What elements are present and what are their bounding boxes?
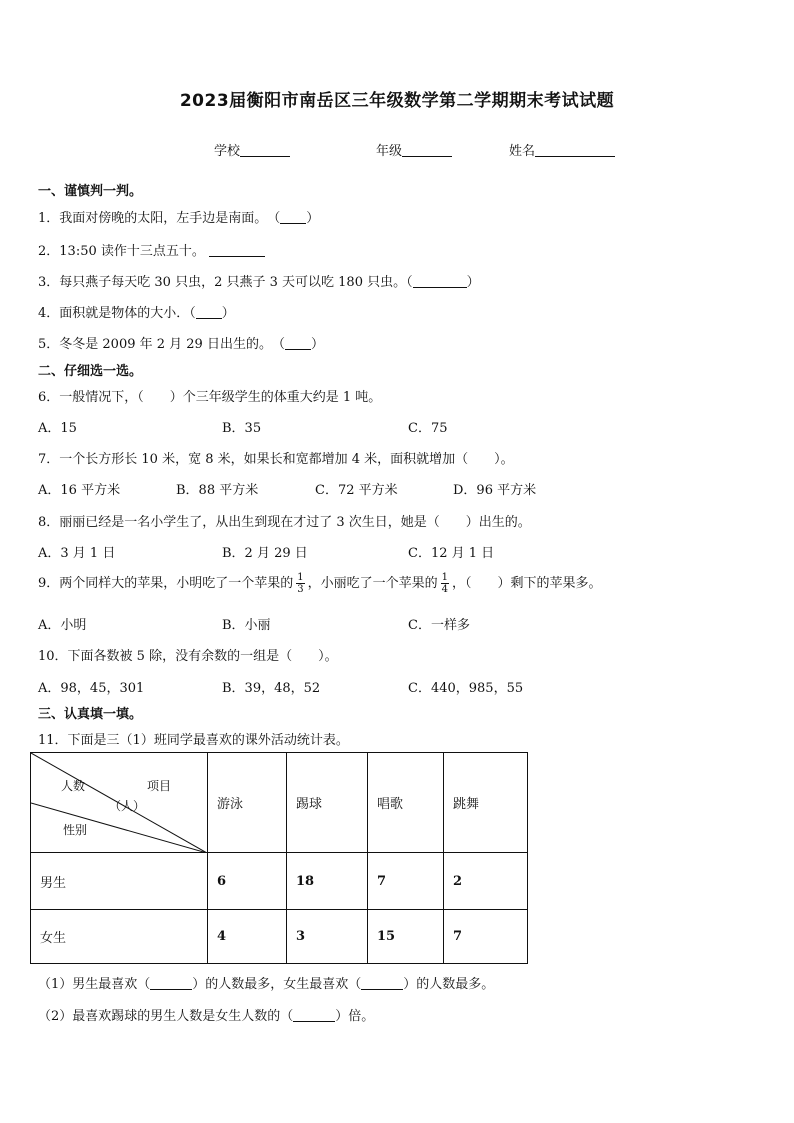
- question-10-option-a[interactable]: A．98，45，301: [38, 681, 145, 696]
- question-4-text: 4．面积就是物体的大小．（: [38, 306, 196, 321]
- table-cell: 3: [287, 910, 368, 964]
- table-row: [31, 910, 528, 964]
- question-7-option-c[interactable]: C．72 平方米: [315, 483, 398, 498]
- question-1-text: 1．我面对傍晚的太阳，左手边是南面。 （: [38, 211, 281, 226]
- question-10-option-b[interactable]: B．39，48，52: [222, 681, 321, 696]
- table-cell: 2: [444, 853, 528, 910]
- question-4-close: ）: [221, 306, 235, 321]
- table-cell: 7: [368, 853, 444, 910]
- question-2: [38, 240, 265, 259]
- question-10-text: 10．下面各数被 5 除，没有余数的一组是（ ）。: [38, 649, 338, 664]
- column-header-football: 踢球: [287, 753, 368, 853]
- activity-stats-table: [30, 752, 528, 964]
- question-3-text: 3．每只燕子每天吃 30 只虫，2 只燕子 3 天可以吃 180 只虫。（: [38, 275, 413, 290]
- name-label: 姓名: [509, 144, 536, 159]
- question-6-text: 6．一般情况下，（ ）个三年级学生的体重大约是 1 吨。: [38, 390, 382, 405]
- question-5: [38, 333, 324, 352]
- school-field: [214, 140, 290, 159]
- question-6-option-a[interactable]: A．15: [38, 421, 77, 436]
- table-cell: 15: [368, 910, 444, 964]
- header-item-label: 项目: [147, 779, 172, 793]
- fraction-one-third-numerator: 1: [297, 572, 304, 583]
- fraction-one-quarter-numerator: 1: [441, 572, 449, 583]
- question-5-close: ）: [310, 337, 324, 352]
- question-11-text: 11．下面是三（1）班同学最喜欢的课外活动统计表。: [38, 733, 349, 748]
- grade-field: [376, 140, 452, 159]
- question-11-sub-2-text-b: ）倍。: [335, 1009, 375, 1024]
- table-cell: 6: [208, 853, 287, 910]
- fraction-one-third: [296, 572, 304, 595]
- table-cell: 7: [444, 910, 528, 964]
- question-9-text-c: ，（ ）剩下的苹果多。: [452, 576, 602, 591]
- fraction-one-quarter: [441, 572, 449, 595]
- section-2-heading: 二、仔细选一选。: [38, 364, 143, 379]
- question-3: [38, 271, 480, 290]
- school-label: 学校: [214, 144, 241, 159]
- column-header-singing: 唱歌: [368, 753, 444, 853]
- page-title: 2023届衡阳市南岳区三年级数学第二学期期末考试试题: [179, 91, 615, 111]
- header-gender-label: 性别: [63, 823, 88, 837]
- question-11-sub-1-text-a: （1）男生最喜欢（: [38, 977, 151, 992]
- question-8-option-c[interactable]: C．12 月 1 日: [408, 546, 495, 561]
- question-11-sub-1-text-c: ）的人数最多。: [403, 977, 495, 992]
- grade-blank[interactable]: [402, 142, 452, 157]
- section-1-heading: 一、谨慎判一判。: [38, 184, 143, 199]
- question-1: [38, 207, 319, 226]
- table-header-row: [31, 753, 528, 853]
- question-5-answer-blank[interactable]: [285, 337, 311, 350]
- fraction-one-third-denominator: 3: [297, 584, 304, 595]
- question-11-sub-1-blank-2[interactable]: [361, 977, 403, 990]
- row-label-girls: 女生: [31, 910, 208, 964]
- question-11-sub-1: [38, 973, 494, 992]
- question-11-sub-2-text-a: （2）最喜欢踢球的男生人数是女生人数的（: [38, 1009, 294, 1024]
- question-6-option-c[interactable]: C．75: [408, 421, 448, 436]
- header-unit-label: （人）: [109, 799, 146, 813]
- question-3-close: ）: [466, 275, 480, 290]
- question-1-answer-blank[interactable]: [280, 211, 306, 224]
- header-people-label: 人数: [61, 779, 86, 793]
- school-blank[interactable]: [240, 142, 290, 157]
- question-5-text: 5．冬冬是 2009 年 2 月 29 日出生的。 （: [38, 337, 285, 352]
- question-8-option-b[interactable]: B．2 月 29 日: [222, 546, 308, 561]
- question-11-sub-1-blank-1[interactable]: [150, 977, 192, 990]
- question-7-option-d[interactable]: D．96 平方米: [453, 483, 537, 498]
- question-9-text-a: 9．两个同样大的苹果，小明吃了一个苹果的: [38, 576, 294, 591]
- question-11-sub-2-blank[interactable]: [293, 1009, 335, 1022]
- table-cell: 4: [208, 910, 287, 964]
- question-7-text: 7．一个长方形长 10 米，宽 8 米，如果长和宽都增加 4 米，面积就增加（ ）。: [38, 452, 514, 467]
- question-11-sub-1-text-b: ）的人数最多，女生最喜欢（: [192, 977, 362, 992]
- table-diagonal-header: [31, 753, 208, 853]
- question-9-option-c[interactable]: C．一样多: [408, 618, 470, 633]
- question-7-option-b[interactable]: B．88 平方米: [176, 483, 259, 498]
- column-header-dancing: 跳舞: [444, 753, 528, 853]
- row-label-boys: 男生: [31, 853, 208, 910]
- question-9-option-a[interactable]: A．小明: [38, 618, 87, 633]
- question-9-text: [38, 572, 602, 595]
- question-10-option-c[interactable]: C．440，985，55: [408, 681, 524, 696]
- fraction-one-quarter-denominator: 4: [441, 584, 449, 595]
- name-blank[interactable]: [535, 142, 615, 157]
- table-cell: 18: [287, 853, 368, 910]
- question-2-text: 2．13:50 读作十三点五十。: [38, 244, 205, 259]
- question-6-option-b[interactable]: B．35: [222, 421, 262, 436]
- question-8-text: 8．丽丽已经是一名小学生了，从出生到现在才过了 3 次生日，她是（ ）出生的。: [38, 515, 531, 530]
- name-field: [509, 140, 615, 159]
- question-11-sub-2: [38, 1005, 374, 1024]
- grade-label: 年级: [376, 144, 403, 159]
- question-4-answer-blank[interactable]: [196, 306, 222, 319]
- question-4: [38, 302, 235, 321]
- question-1-close: ）: [306, 211, 320, 226]
- table-row: [31, 853, 528, 910]
- question-3-answer-blank[interactable]: [413, 275, 467, 288]
- question-7-option-a[interactable]: A．16 平方米: [38, 483, 121, 498]
- question-9-text-b: ，小丽吃了一个苹果的: [307, 576, 438, 591]
- question-8-option-a[interactable]: A．3 月 1 日: [38, 546, 116, 561]
- column-header-swimming: 游泳: [208, 753, 287, 853]
- question-9-option-b[interactable]: B．小丽: [222, 618, 271, 633]
- question-2-answer-blank[interactable]: [209, 244, 265, 257]
- section-3-heading: 三、认真填一填。: [38, 707, 143, 722]
